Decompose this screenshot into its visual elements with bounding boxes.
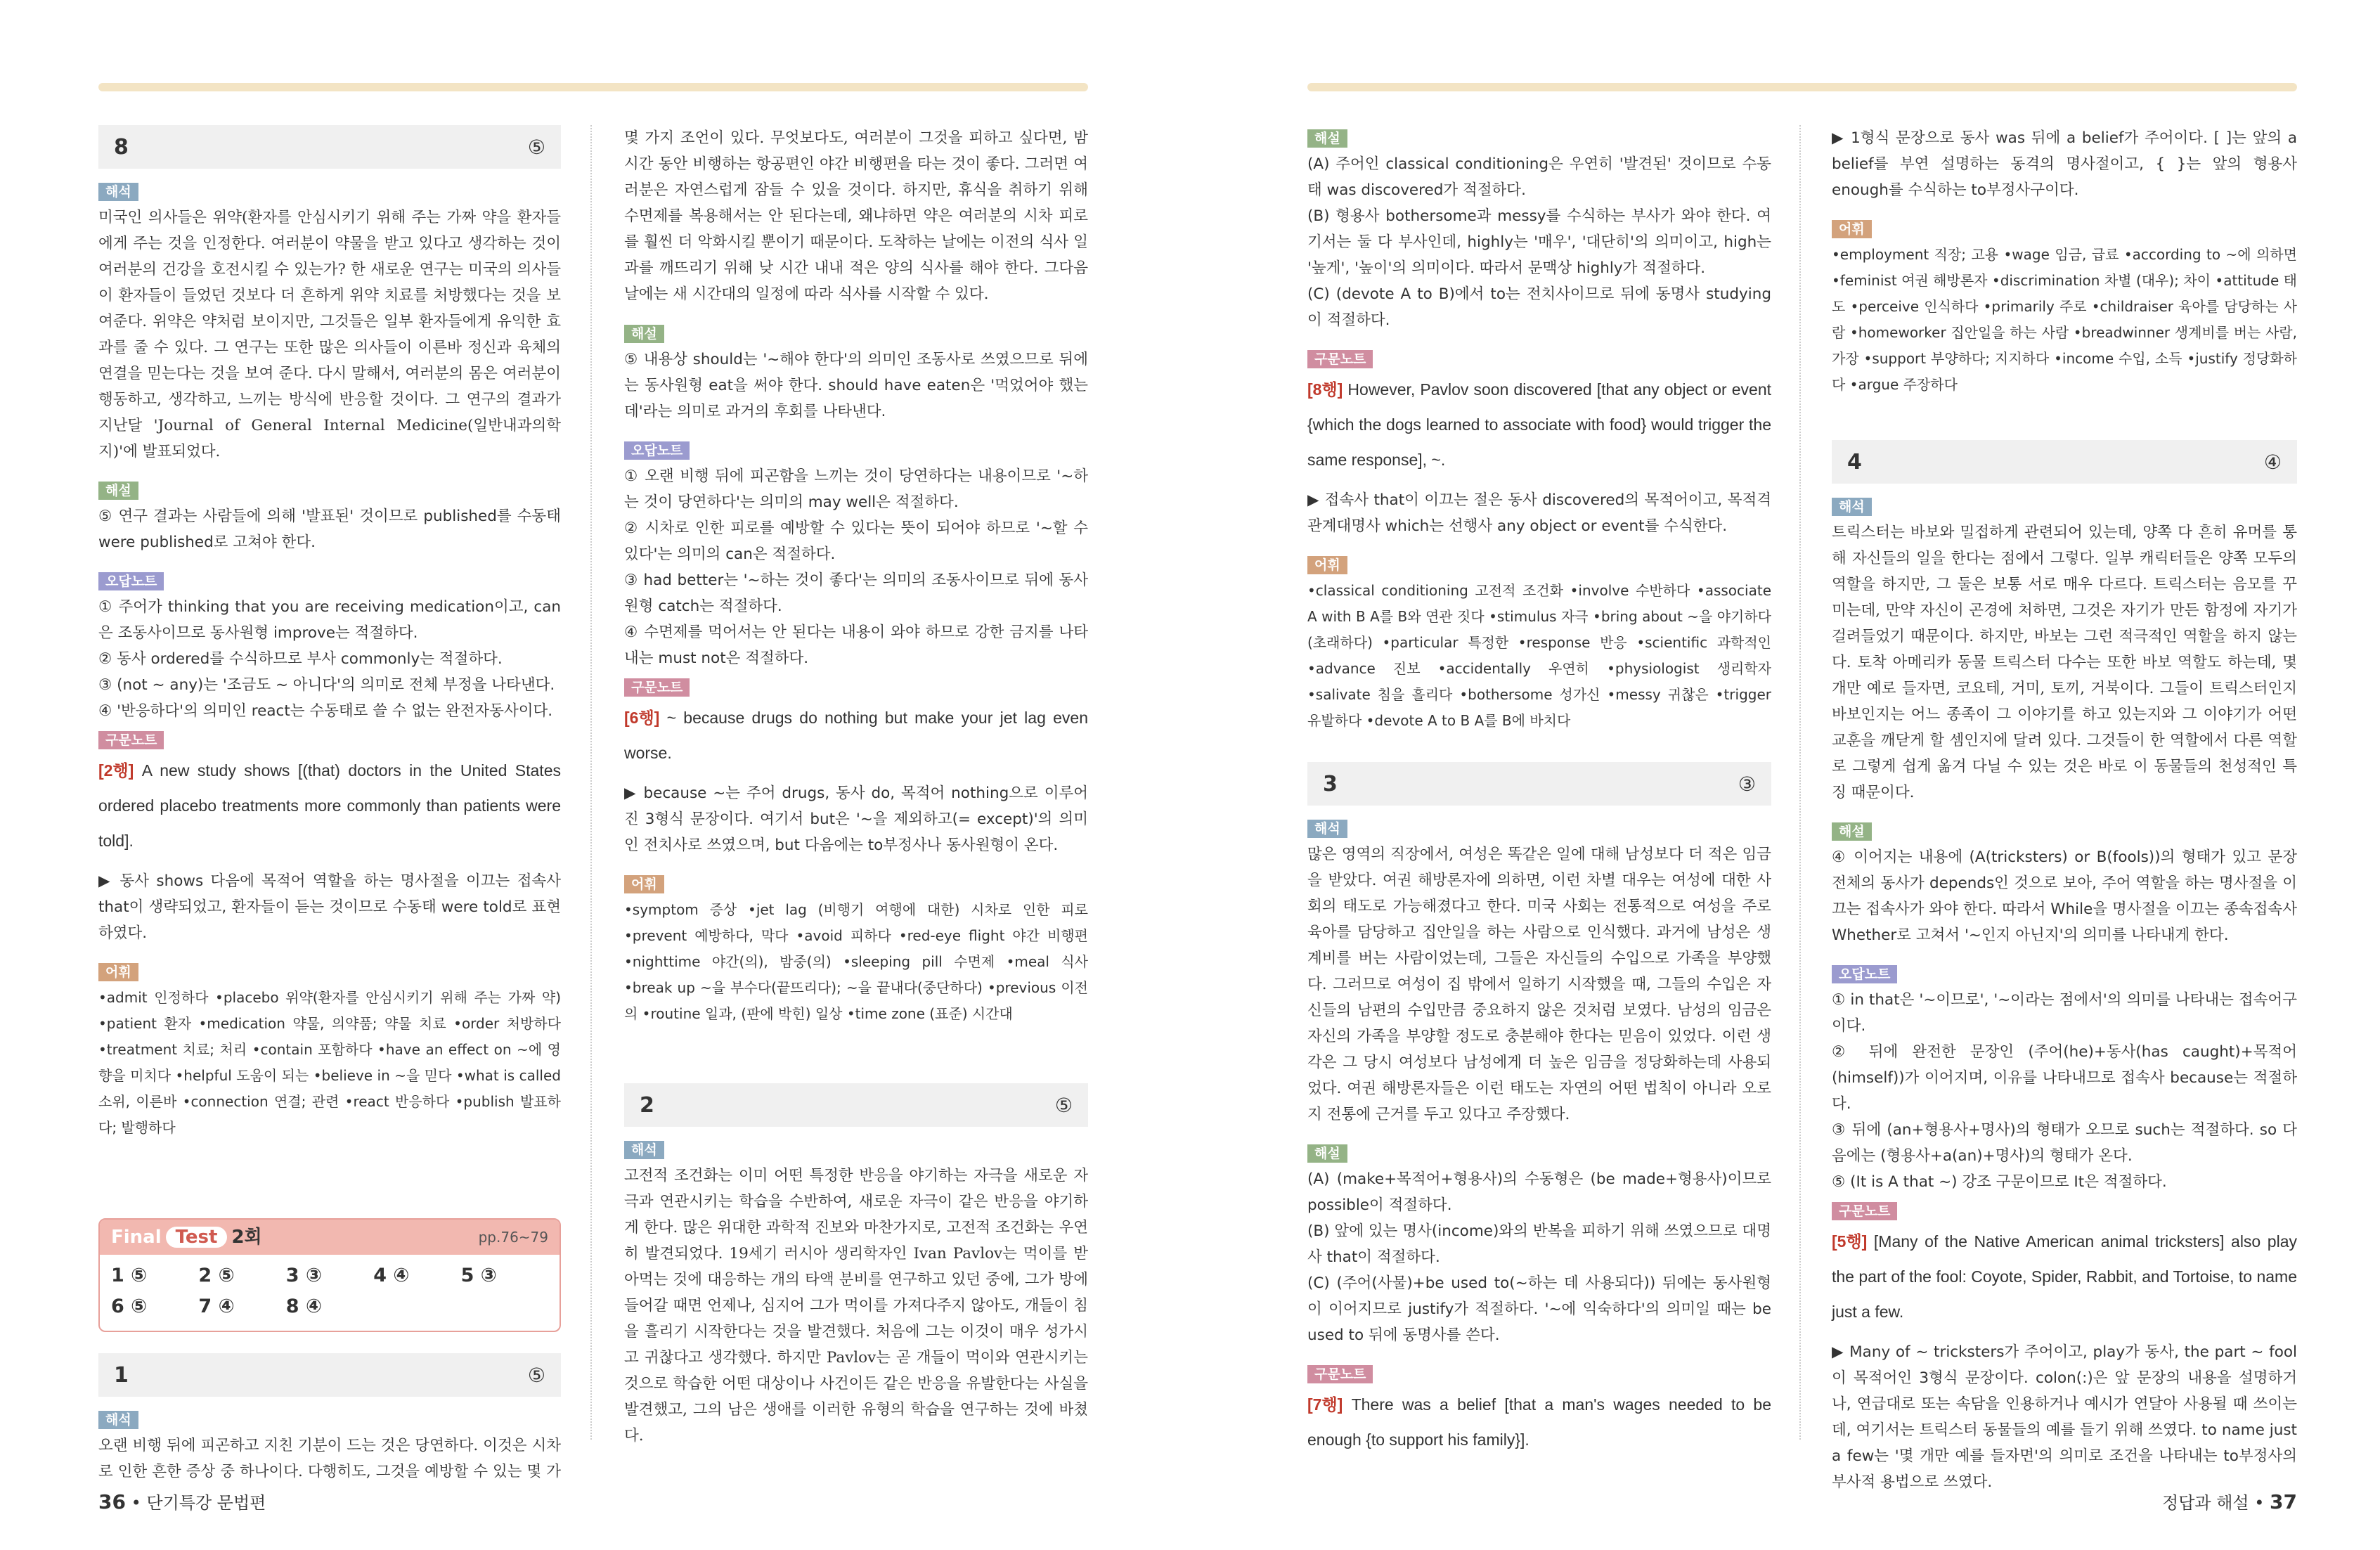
answer-grid: 1 ⑤ 2 ⑤ 3 ③ 4 ④ 5 ③ 6 ⑤ 7 ④ 8 ④ bbox=[111, 1265, 497, 1317]
tag-haeseok: 해석 bbox=[98, 183, 138, 201]
answer-mark: ④ bbox=[2263, 450, 2282, 474]
column-divider bbox=[1799, 125, 1801, 1440]
tag-haeseol: 해설 bbox=[1307, 129, 1347, 148]
question-8-header bbox=[98, 125, 561, 169]
syntax-note: [2행] A new study shows [(that) doctors in the United States ordered placebo treatments more commonly than patients were told]. bbox=[98, 761, 561, 850]
explanation-text: ⑤ 내용상 should는 '~해야 한다'의 의미인 조동사로 쓰였으므로 뒤에는 동사원형 eat을 써야 한다. should have eaten은 '먹었어야 했는데'라는 의미로 과거의 후회를 나타낸다. bbox=[624, 351, 1088, 420]
footer-left-title: 단기특강 문법편 bbox=[146, 1493, 266, 1513]
final-test-answer-box: Final Test 2회 pp.76~79 1 ⑤ 2 ⑤ 3 ③ 4 ④ 5 ③ 6 ⑤ 7 ④ 8 ④ bbox=[98, 1218, 561, 1332]
question-number: 4 bbox=[1847, 449, 1862, 474]
syntax-note: [8행] However, Pavlov soon discovered [that any object or event {which the dogs learned to associate with food} would trigger the same response], ~. bbox=[1307, 380, 1772, 469]
top-bar-right bbox=[1307, 83, 2297, 91]
syntax-explanation: ▶ 동사 shows 다음에 목적어 역할을 하는 명사절을 이끄는 접속사 that이 생략되었고, 환자들이 듣는 것이므로 수동태 were told로 표현하였다. bbox=[98, 872, 561, 942]
syntax-explanation: ▶ 1형식 문장으로 동사 was 뒤에 a belief가 주어이다. [ ]는 앞의 a belief를 부연 설명하는 동격의 명사절이고, { }는 앞의 형용사 enough를 수식하는 to부정사구이다. bbox=[1832, 129, 2297, 199]
question-number: 1 bbox=[114, 1362, 129, 1388]
column-1 bbox=[98, 125, 561, 1494]
answer-mark: ⑤ bbox=[527, 1363, 545, 1387]
tag-haeseol: 해설 bbox=[98, 482, 138, 500]
question-1-header bbox=[98, 1353, 561, 1397]
translation-text: 고전적 조건화는 이미 어떤 특정한 반응을 야기하는 자극을 새로운 자극과 연관시키는 학습을 수반하여, 새로운 자극이 같은 반응을 야기하게 한다. 많은 위대한 과학적 진보와 마찬가지로, 고전적 조건화는 우연히 발견되었다. 19세기 러시아 생리학자인 Ivan Pavlov는 먹이를 받아먹는 것에 대응하는 개의 타액 분비를 연구하고 있던 중에, 그가 방에 들어갈 때면 언제나, 심지어 그가 먹이를 가져다주지 않아도, 개들이 침을 흘리기 시작한다는 것을 발견했다. 처음에 그는 이것이 매우 성가시고 귀찮다고 생각했다. 하지만 Pavlov는 곧 개들이 먹이와 연관시키는 것으로 학습한 어떤 대상이나 사건이든 같은 반응을 유발한다는 사실을 발견했고, 그의 남은 생애를 이러한 유형의 학습을 연구하는 것에 바쳤다. bbox=[624, 1167, 1088, 1445]
tag-odap: 오답노트 bbox=[1832, 965, 1897, 983]
syntax-note: [6행] ~ because drugs do nothing but make your jet lag even worse. bbox=[624, 709, 1088, 762]
translation-text: 많은 영역의 직장에서, 여성은 똑같은 일에 대해 남성보다 더 적은 임금을 받았다. 여권 해방론자에 의하면, 이런 차별 대우는 여성에 대한 사회의 태도로 가능해졌다고 한다. 미국 사회는 전통적으로 여성을 주로 육아를 담당하고 집안일을 하는 사람으로 인식했다. 과거에 남성은 생계비를 버는 사람이었는데, 그들은 자신들의 수입으로 가족을 부양했다. 그러므로 여성이 집 밖에서 일하기 시작했을 때, 그들의 수입은 자신들의 남편의 수입만큼 중요하지 않은 것처럼 보였다. 남성의 임금은 자신의 가족을 부양할 정도로 충분해야 한다는 믿음이 있었다. 이런 생각은 그 당시 여성보다 남성에게 더 높은 임금을 정당화하는데 사용되었다. 여권 해방론자들은 이런 태도는 자연의 어떤 법칙이 아니라 오로지 전통에 근거를 두고 있다고 주장했다. bbox=[1307, 846, 1771, 1123]
tag-gumun: 구문노트 bbox=[1307, 350, 1373, 368]
vocabulary-list: •admit 인정하다 •placebo 위약(환자를 안심시키기 위해 주는 가짜 약) •patient 환자 •medication 약물, 의약품; 약물 치료 •order 처방하다 •treatment 치료; 처리 •contain 포함하다 •have an effect on ~에 영향을 미치다 •helpful 도움이 되는 •believe in ~을 믿다 •what is called 소위, 이른바 •connection 연결; 관련 •react 반응하다 •publish 발표하다; 발행하다 bbox=[98, 989, 561, 1136]
explanation-text: ⑤ 연구 결과는 사람들에 의해 '발표된' 것이므로 published를 수동태 were published로 고쳐야 한다. bbox=[98, 508, 561, 551]
explanation-text: (A) (make+목적어+형용사)의 수동형은 (be made+형용사)이므로 possible이 적절하다. (B) 앞에 있는 명사(income)와의 반복을 피하기 위해 쓰였으므로 대명사 that이 적절하다. (C) (주어(사물)+be used to(~하는 데 사용되다)) 뒤에는 동사원형이 이어지므로 justify가 적절하다. '~에 익숙하다'의 의미일 때는 be used to 뒤에 동명사를 쓴다. bbox=[1307, 1170, 1771, 1344]
explanation-text: (A) 주어인 classical conditioning은 우연히 '발견된' 것이므로 수동태 was discovered가 적절하다. (B) 형용사 bothersome과 messy를 수식하는 부사가 와야 한다. 여기서는 둘 다 부사인데, highly는 '매우', '대단히'의 의미이고, high는 '높게', '높이'의 의미이다. 따라서 문맥상 highly가 적절하다. (C) (devote A to B)에서 to는 전치사이므로 뒤에 동명사 studying이 적절하다. bbox=[1307, 155, 1771, 329]
vocabulary-list: •employment 직장; 고용 •wage 임금, 급료 •according to ~에 의하면 •feminist 여권 해방론자 •discrimination 차별 (대우); 차이 •attitude 태도 •perceive 인식하다 •primarily 주로 •childraiser 육아를 담당하는 사람 •homeworker 집안일을 하는 사람 •breadwinner 생계비를 버는 사람, 가장 •support 부양하다; 지지하다 •income 수입, 소득 •justify 정당화하다 •argue 주장하다 bbox=[1832, 246, 2297, 393]
tag-haeseok: 해석 bbox=[1307, 820, 1347, 838]
tag-gumun: 구문노트 bbox=[1832, 1202, 1897, 1220]
tag-haeseol: 해설 bbox=[1832, 822, 1872, 841]
footer-right-title: 정답과 해설 bbox=[2162, 1493, 2249, 1513]
wrong-answer-note: ① in that은 '~이므로', '~이라는 점에서'의 의미를 나타내는 접속어구이다. ② 뒤에 완전한 문장인 (주어(he)+동사(has caught)+목적어(himself))가 이어지며, 이유를 나타내므로 접속사 because는 적절하다. ③ 뒤에 (an+형용사+명사)의 형태가 오므로 such는 적절하다. so 다음에는 (형용사+a(an)+명사)의 형태가 온다. ⑤ (It is A that ~) 강조 구문이므로 It은 적절하다. bbox=[1832, 991, 2297, 1191]
wrong-answer-note: ① 주어가 thinking that you are receiving medication이고, can은 조동사이므로 동사원형 improve는 적절하다. ② 동사 ordered를 수식하므로 부사 commonly는 적절하다. ③ (not ~ any)는 '조금도 ~ 아니다'의 의미로 전체 부정을 나타낸다. ④ '반응하다'의 의미인 react는 수동태로 쓸 수 없는 완전자동사이다. bbox=[98, 598, 561, 720]
column-2 bbox=[624, 125, 1088, 1459]
column-3 bbox=[1307, 125, 1771, 1467]
page-number-right: 37 bbox=[2270, 1490, 2297, 1513]
tag-gumun: 구문노트 bbox=[624, 678, 690, 697]
footer-left: 36 • 단기특강 문법편 bbox=[98, 1490, 266, 1513]
tag-haeseok: 해석 bbox=[624, 1141, 664, 1159]
page-number-left: 36 bbox=[98, 1490, 126, 1513]
question-number: 2 bbox=[640, 1092, 654, 1118]
tag-gumun: 구문노트 bbox=[98, 731, 164, 749]
question-number: 3 bbox=[1323, 771, 1338, 796]
tag-eohwi: 어휘 bbox=[624, 875, 664, 893]
translation-text-start: 오랜 비행 뒤에 피곤하고 지친 기분이 드는 것은 당연하다. 이것은 시차로 인한 흔한 증상 중 하나이다. 다행히도, 그것을 예방할 수 있는 몇 가 bbox=[98, 1437, 561, 1480]
question-4-header bbox=[1832, 440, 2297, 484]
vocabulary-list: •classical conditioning 고전적 조건화 •involve 수반하다 •associate A with B A를 B와 연관 짓다 •stimulus 자극 •bring about ~을 야기하다(초래하다) •particular 특정한 •response 반응 •scientific 과학적인 •advance 진보 •accidentally 우연히 •physiologist 생리학자 •salivate 침을 흘리다 •bothersome 성가신 •messy 귀찮은 •trigger 유발하다 •devote A to B A를 B에 바치다 bbox=[1307, 582, 1771, 729]
translation-text-continued: 몇 가지 조언이 있다. 무엇보다도, 여러분이 그것을 피하고 싶다면, 밤 시간 동안 비행하는 항공편인 야간 비행편을 타는 것이 좋다. 그러면 여러분은 자연스럽게 잠들 수 있을 것이다. 하지만, 휴식을 취하기 위해 수면제를 복용해서는 안 된다는데, 왜냐하면 약은 여러분의 시차 피로를 훨씬 더 악화시킬 뿐이기 때문이다. 도착하는 날에는 이전의 식사 일과를 깨뜨리기 위해 낮 시간 내내 적은 양의 식사를 해야 한다. 그다음 날에는 새 시간대의 일정에 따라 식사를 시작할 수 있다. bbox=[624, 129, 1088, 303]
explanation-text: ④ 이어지는 내용에 (A(tricksters) or B(fools))의 형태가 있고 문장 전체의 동사가 depends인 것으로 보아, 주어 역할을 하는 명사절을 이끄는 접속사가 와야 한다. 따라서 While을 명사절을 이끄는 종속접속사 Whether로 고쳐서 '~인지 아닌지'의 의미를 나타내게 한다. bbox=[1832, 848, 2297, 944]
question-number: 8 bbox=[114, 134, 129, 160]
answer-mark: ⑤ bbox=[527, 135, 545, 159]
column-divider bbox=[590, 125, 592, 1440]
tag-eohwi: 어휘 bbox=[98, 963, 138, 981]
tag-haeseok: 해석 bbox=[1832, 498, 1872, 516]
tag-odap: 오답노트 bbox=[624, 441, 690, 460]
syntax-explanation: ▶ 접속사 that이 이끄는 절은 동사 discovered의 목적어이고, 목적격 관계대명사 which는 선행사 any object or event를 수식한다. bbox=[1307, 491, 1771, 535]
vocabulary-list: •symptom 증상 •jet lag (비행기 여행에 대한) 시차로 인한 피로 •prevent 예방하다, 막다 •avoid 피하다 •red-eye flight 야간 비행편 •nighttime 야간(의), 밤중(의) •sleeping pill 수면제 •meal 식사 •break up ~을 부수다(끝뜨리다); ~을 끝내다(중단하다) •previous 이전의 •routine 일과, (판에 박힌) 일상 •time zone (표준) 시간대 bbox=[624, 901, 1088, 1022]
translation-text: 트릭스터는 바보와 밀접하게 관련되어 있는데, 양쪽 다 흔히 유머를 통해 자신들의 일을 한다는 점에서 그렇다. 일부 캐릭터들은 양쪽 모두의 역할을 하지만, 그 둘은 보통 서로 매우 다르다. 트릭스터는 음모를 꾸미는데, 만약 자신이 곤경에 처하면, 그것은 자기가 만든 함정에 자기가 걸려들었기 때문이다. 하지만, 바보는 그런 적극적인 역할을 하지 않는다. 토착 아메리카 동물 트릭스터 다수는 또한 바보 역할도 하는데, 몇 개만 예로 들자면, 코요테, 거미, 토끼, 거북이다. 그들이 트릭스터인지 바보인지는 어느 종족이 그 이야기를 하고 있는지와 그 이야기가 어떤 교훈을 깨닫게 할 셈인지에 달려 있다. 그것들이 한 역할에서 다른 역할로 그렇게 쉽게 옮겨 다닐 수 있는 것은 바로 이 동물들의 천성적인 특징 때문이다. bbox=[1832, 524, 2297, 801]
tag-haeseok: 해석 bbox=[98, 1411, 138, 1429]
tag-haeseol: 해설 bbox=[1307, 1144, 1347, 1163]
syntax-note: [5행] [Many of the Native American animal tricksters] also play the part of the fool: Coyote, Spider, Rabbit, and Tortoise, to name just a few. bbox=[1832, 1232, 2297, 1321]
syntax-explanation: ▶ Many of ~ tricksters가 주어이고, play가 동사, the part ~ fool이 목적어인 3형식 문장이다. colon(:)은 앞 문장의 내용을 설명하거나, 연급대로 또는 속담을 인용하거나 예시가 연달아 사용될 때 쓰이는데, 여기서는 트릭스터 동물들의 예를 들기 위해 쓰였다. to name just a few는 '몇 개만 예를 들자면'의 의미로 조건을 나타내는 to부정사의 부사적 용법으로 쓰였다. bbox=[1832, 1343, 2297, 1491]
tag-odap: 오답노트 bbox=[98, 572, 164, 590]
tag-haeseol: 해설 bbox=[624, 325, 664, 343]
tag-eohwi: 어휘 bbox=[1832, 220, 1872, 238]
translation-text: 미국인 의사들은 위약(환자를 안심시키기 위해 주는 가짜 약을 환자들에게 주는 것을 인정한다. 여러분이 약물을 받고 있다고 생각하는 것이 여러분의 건강을 호전시킬 수 있는가? 한 새로운 연구는 미국의 의사들이 환자들이 들었던 것보다 더 흔하게 위약 치료를 처방했다는 것을 보여준다. 위약은 약처럼 보이지만, 그것들은 일부 환자들에게 유익한 효과를 줄 수 있다. 그 연구는 또한 많은 의사들이 이른바 정신과 육체의 연결을 믿는다는 것을 보여 준다. 다시 말해서, 여러분의 몸은 여러분이 행동하고, 생각하고, 느끼는 방식에 반응할 것이다. 그 연구의 결과가 지난달 'Journal of General Internal Medicine(일반내과의학지)'에 발표되었다. bbox=[98, 209, 561, 460]
tag-eohwi: 어휘 bbox=[1307, 556, 1347, 574]
syntax-explanation: ▶ because ~는 주어 drugs, 동사 do, 목적어 nothing으로 이루어진 3형식 문장이다. 여기서 but은 '~을 제외하고(= except)'의 의미인 전치사로 쓰였으며, but 다음에는 to부정사나 동사원형이 온다. bbox=[624, 784, 1088, 854]
column-4 bbox=[1832, 125, 2297, 1505]
answer-mark: ⑤ bbox=[1054, 1093, 1073, 1117]
question-3-header bbox=[1307, 762, 1771, 806]
footer-right: 정답과 해설 • 37 bbox=[2162, 1490, 2297, 1513]
wrong-answer-note: ① 오랜 비행 뒤에 피곤함을 느끼는 것이 당연하다는 내용이므로 '~하는 것이 당연하다'는 의미의 may well은 적절하다. ② 시차로 인한 피로를 예방할 수 있다는 뜻이 되어야 하므로 '~할 수 있다'는 의미의 can은 적절하다. ③ had better는 '~하는 것이 좋다'는 의미의 조동사이므로 뒤에 동사원형 catch는 적절하다. ④ 수면제를 먹어서는 안 된다는 내용이 와야 하므로 강한 금지를 나타내는 must not은 적절하다. bbox=[624, 467, 1088, 667]
answer-mark: ③ bbox=[1738, 772, 1756, 796]
syntax-note: [7행] There was a belief [that a man's wages needed to be enough {to support his family}]. bbox=[1307, 1395, 1771, 1449]
top-bar-left bbox=[98, 83, 1088, 91]
tag-gumun: 구문노트 bbox=[1307, 1365, 1373, 1383]
question-2-header bbox=[624, 1083, 1088, 1127]
